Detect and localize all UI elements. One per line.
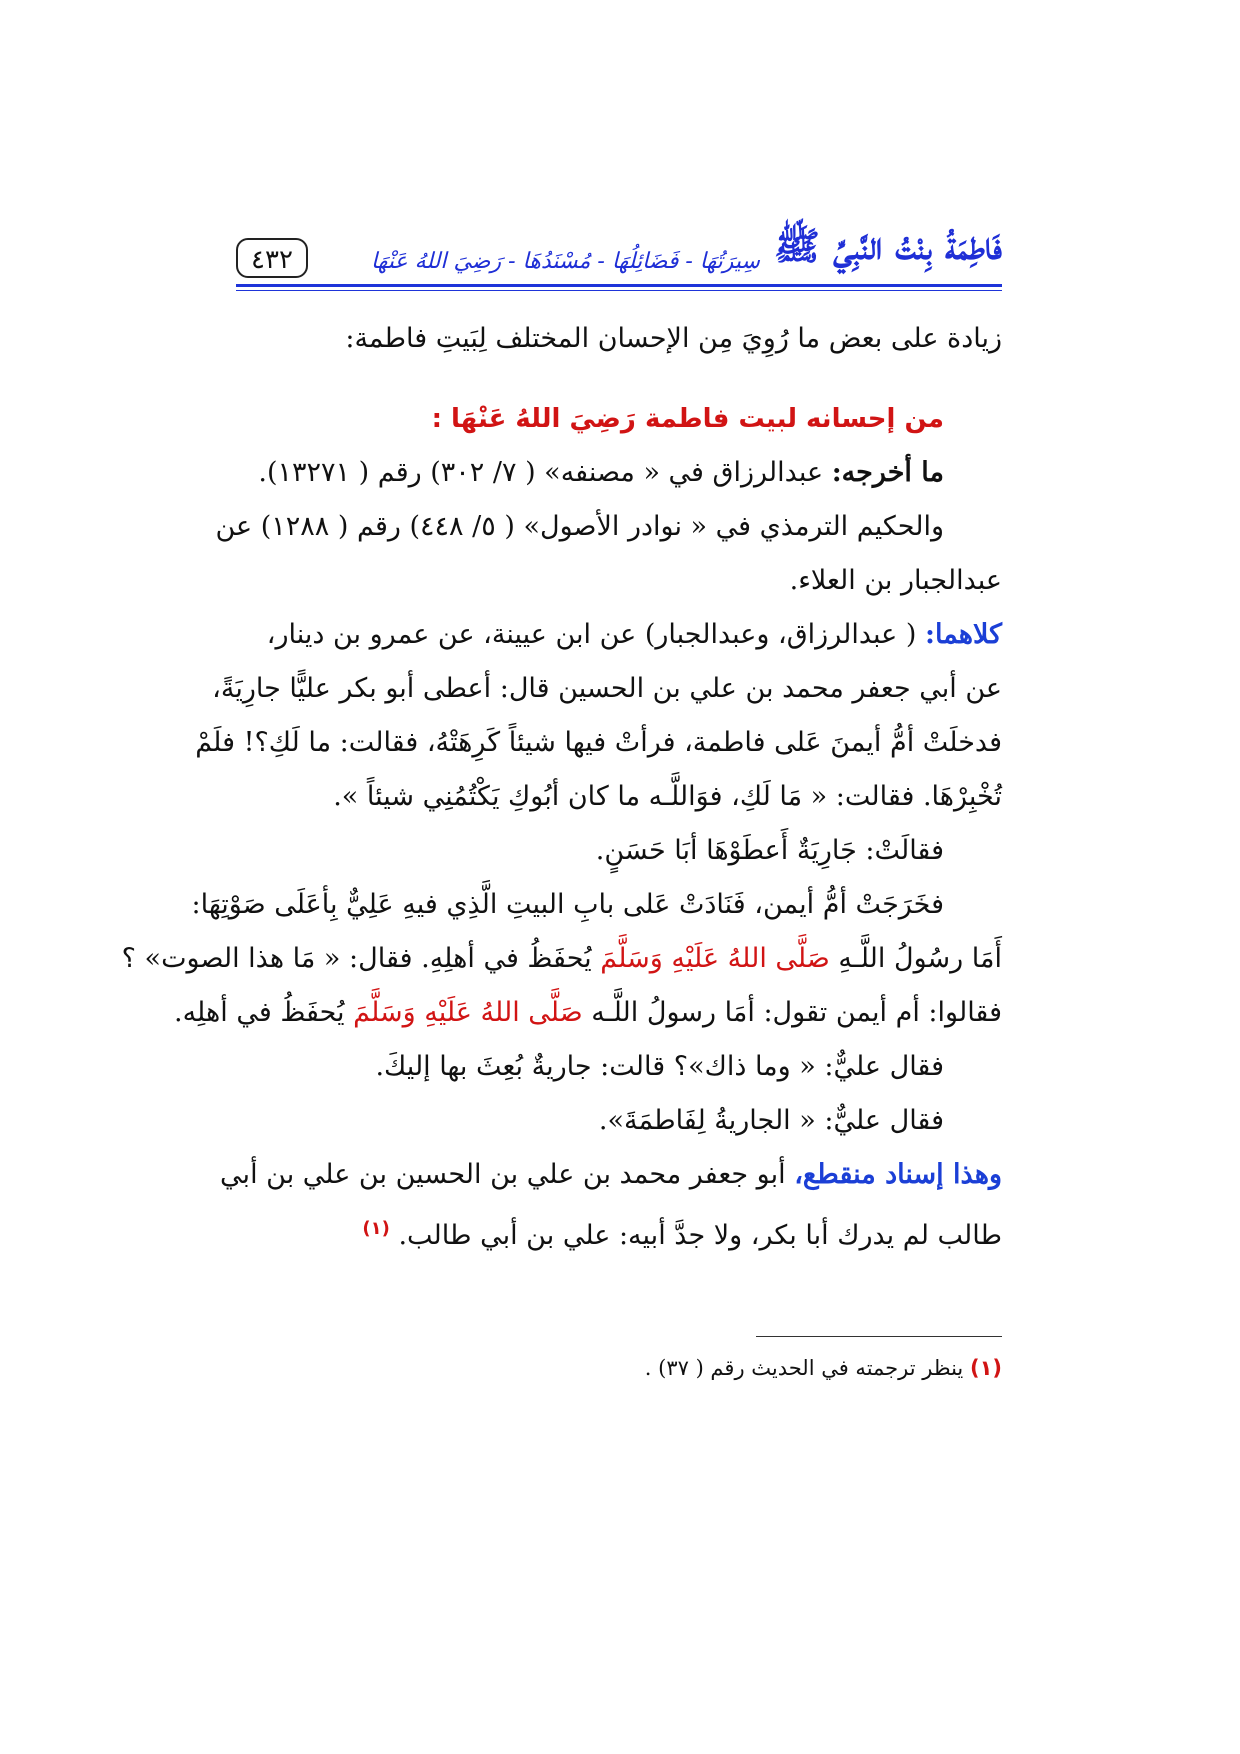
header-title-sub: سِيرَتُهَا - فَضَائِلُهَا - مُسْنَدُهَا - رَضِيَ اللهُ عَنْهَا [370, 249, 760, 274]
salawat-2: صَلَّى اللهُ عَلَيْهِ وَسَلَّمَ [353, 997, 583, 1028]
isnad-text-1: أبو جعفر محمد بن علي بن الحسين بن علي بن أبي [220, 1159, 786, 1190]
header-title [371, 222, 1002, 278]
salawat-1: صَلَّى اللهُ عَلَيْهِ وَسَلَّمَ [600, 943, 830, 974]
header-rule-thin [236, 290, 1002, 291]
section-heading: من إحسانه لبيت فاطمة رَضِيَ اللهُ عَنْهَا : [431, 404, 944, 434]
hadith-line-7 [174, 986, 1002, 1040]
hadith-line-5: فخَرَجَتْ أمُّ أيمن، فَنَادَتْ عَلى بابِ البيتِ الَّذِي فيهِ عَلِيٌّ بِأعَلَى صَوْتِهَا: [191, 889, 944, 920]
isnad-text-2: طالب لم يدرك أبا بكر، ولا جدَّ أبيه: علي بن أبي طالب. [398, 1220, 1002, 1251]
hadith-line-6 [121, 932, 1002, 986]
isnad-line-1 [220, 1148, 1002, 1202]
kilahuma-text: ( عبدالرزاق، وعبدالجبار) عن ابن عيينة، عن عمرو بن دينار، [266, 619, 917, 650]
hadith-line-4: فقالَتْ: جَارِيَةٌ أَعطَوْهَا أبَا حَسَنٍ. [595, 835, 944, 866]
page-header [236, 223, 1002, 284]
footnote [645, 1356, 1002, 1380]
footnote-rule [756, 1336, 1002, 1337]
hadith-line-7-b: يُحفَظُ في أهلِه. [174, 997, 345, 1028]
isnad-label: وهذا إسناد منقطع، [794, 1159, 1002, 1190]
hadith-line-3: تُخْبِرْهَا. فقالت: « مَا لَكِ، فوَاللَّـه ما كان أبُوكِ يَكْتُمُنِي شيئاً ». [333, 781, 1002, 812]
takhrij-text-1: عبدالرزاق في « مصنفه» ( ٧/ ٣٠٢) رقم ( ١٣٢٧١). [258, 457, 824, 488]
takhrij-line-3: عبدالجبار بن العلاء. [789, 565, 1002, 596]
takhrij-line-1 [236, 446, 1002, 500]
hadith-line-6-a: أَمَا رسُولُ اللَّـهِ [838, 943, 1002, 974]
kilahuma-label: كلاهما: [924, 619, 1002, 650]
hadith-line-6-b: يُحفَظُ في أهلِهِ. فقال: « مَا هذا الصوت» ؟ [121, 943, 592, 974]
footnote-marker[interactable]: (١) [362, 1218, 390, 1239]
footnote-number: (١) [969, 1356, 1002, 1380]
takhrij-label: ما أخرجه: [831, 457, 944, 488]
header-title-main: فَاطِمَةُ بِنْتُ النَّبِيِّ ﷺ [774, 223, 1002, 268]
hadith-line-9: فقال عليٌّ: « الجاريةُ لِفَاطمَةَ». [598, 1105, 944, 1136]
takhrij-line-2: والحكيم الترمذي في « نوادر الأصول» ( ٥/ ٤٤٨) رقم ( ١٢٨٨) عن [215, 511, 944, 542]
intro-line: زيادة على بعض ما رُوِيَ مِن الإحسان المختلف لِبَيتِ فاطمة: [345, 323, 1002, 354]
header-rule [236, 284, 1002, 287]
hadith-line-7-a: فقالوا: أم أيمن تقول: أمَا رسولُ اللَّـه [591, 997, 1002, 1028]
hadith-line-8: فقال عليٌّ: « وما ذاك»؟ قالت: جاريةٌ بُعِثَ بها إليكَ. [375, 1051, 944, 1082]
hadith-line-1: عن أبي جعفر محمد بن علي بن الحسين قال: أعطى أبو بكر عليًّا جارِيَةً، [212, 673, 1002, 704]
footnote-text: ينظر ترجمته في الحديث رقم ( ٣٧) . [644, 1356, 964, 1380]
page-number: ٤٣٢ [236, 238, 308, 278]
hadith-line-2: فدخلَتْ أمُّ أيمنَ عَلى فاطمة، فرأتْ فيها شيئاً كَرِهَتْهُ، فقالت: ما لَكِ؟! فلَمْ [195, 727, 1002, 758]
kilahuma-line [236, 608, 1002, 662]
main-text [121, 312, 1002, 1263]
isnad-line-2 [236, 1202, 1002, 1263]
